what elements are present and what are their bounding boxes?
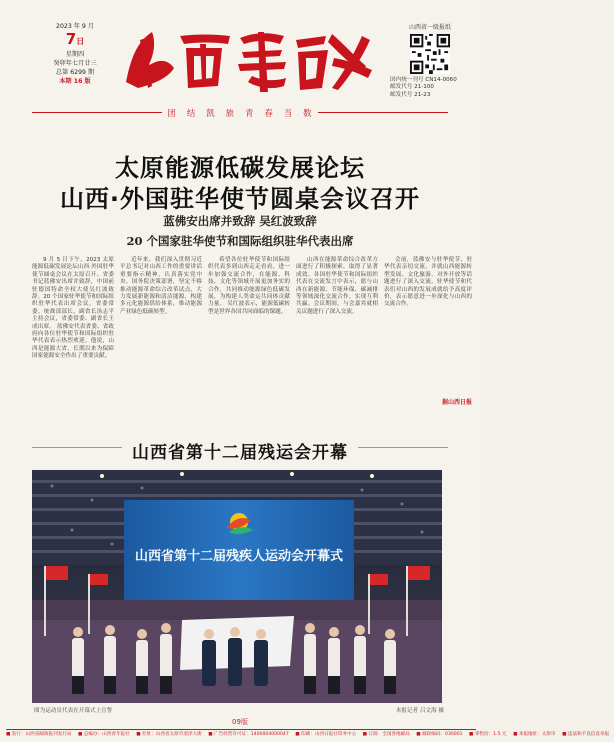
edition-badge: 山西省一级报纸: [408, 24, 451, 31]
lead-subheadline-1: 蓝佛安出席并致辞 吴红波致辞: [163, 214, 317, 228]
motto-char: 结: [186, 108, 197, 118]
footer-info: [6, 729, 610, 741]
column-text: 会前，蓝佛安与驻华使节、驻华代表亲切交流，并就山西能源转型发展、文化旅游、对外开放等话题进行了深入交流。驻华使节和代表们对山西的发展成就给予高度评价，表示愿意进一步深化与山西的交流合作。: [384, 257, 472, 308]
day-value: 7: [65, 30, 77, 48]
article-column-4: [296, 257, 378, 422]
article-column-1: [32, 257, 114, 422]
postal-code: 邮发代号 21-100: [390, 84, 434, 91]
article-column-5: [384, 257, 472, 395]
qr-code-icon[interactable]: [410, 34, 450, 74]
motto-bar: [0, 103, 480, 123]
footer-item: ■ 发行：山西省邮政报刊发行局: [6, 732, 72, 737]
column-text: 山西在能源革命综合改革方面进行了积极探索，取得了显著成效。各国驻华使节和国际组织代表在交流发言中表示，愿与山西在新能源、节能环保、碳减排等领域深化交流合作，实现互利共赢。会议期间，与会嘉宾就相关议题进行了深入交流。: [296, 257, 378, 315]
footer-item: ■ 邮政编码：030001: [416, 732, 463, 737]
post-code: 邮发代号 21-23: [390, 91, 431, 98]
photo-credit: 本报记者 吕文海 摄: [395, 708, 444, 714]
lead-subheadline-2: 20 个国家驻华使节和国际组织驻华代表出席: [126, 234, 354, 248]
footer-item: ■ 违法和不良信息举报: [562, 732, 610, 737]
footer-item: ■ 社址：山西省太原市迎泽大街: [136, 732, 202, 737]
article-byline: 据山西日报: [441, 399, 472, 406]
footer-item: ■ 订阅：全国各地邮局: [362, 732, 410, 737]
masthead-logo: [118, 22, 378, 96]
lead-headline-line1[interactable]: 太原能源低碳发展论坛: [115, 154, 365, 182]
motto-char: 春: [264, 108, 274, 118]
story2-headline[interactable]: 山西省第十二届残运会开幕: [132, 443, 348, 463]
lead-headline-line2[interactable]: 山西·外国驻华使节圆桌会议召开: [59, 185, 421, 213]
story2-header: [0, 436, 480, 463]
photo-caption: 图为运动员代表在开幕式上宣誓: [34, 708, 113, 714]
motto-char: 旅: [225, 108, 235, 118]
masthead-info: [386, 24, 474, 99]
cn-number: 国内统一刊号 CN14-0060: [390, 77, 457, 84]
column-text: 希望各位驻华使节和国际组织代表多到山西走走看看，进一步加强交流合作，在能源、科技、文化等领域开展更加务实的合作，共同推动能源绿色低碳发展，为构建人类命运共同体贡献力量。 吴红波表示，能源低碳转型是世界各国共同面临的课题。: [208, 257, 290, 315]
column-text: 9 月 5 日下午，2023 太原能源低碳发展论坛山西·外国驻华使节圆桌会议在太原召开。省委书记蓝佛安出席并致辞，中国前驻德国特命全权大使吴红波致辞。20 个国家驻华使节和国际组织驻华代表出席会议。省委常委、统战部部长、副省长汤志平主持会议，省委常委、副省长王成出席。 蓝佛安代表省委、省政府向各位驻华使节和国际组织驻华代表表示热烈欢迎。他说，山西是能源大省，长期以来为保障国家能源安全作出了重要贡献。: [32, 257, 114, 360]
date-block: [52, 22, 98, 86]
motto-text: [0, 107, 480, 119]
footer-item: ■ 广告经营许可证：1400004000047: [208, 732, 289, 737]
motto-char: 当: [283, 108, 294, 118]
footer-item: ■ 零售价：1.5 元: [469, 732, 507, 737]
footer-item: ■ 本报地址：太原市: [513, 732, 556, 737]
motto-char: 数: [303, 108, 313, 118]
lunar-date: 癸卯年七月廿三: [53, 60, 97, 67]
masthead: [0, 0, 480, 128]
motto-char: 团: [167, 108, 177, 118]
footer-item: ■ 印刷：山西日报社印务中心: [295, 732, 357, 737]
motto-char: 凯: [206, 108, 216, 118]
ceremony-photo-art: [32, 470, 442, 703]
issue-number: 总第 6299 期: [55, 69, 95, 76]
date-line: 2023 年 9 月: [56, 23, 94, 30]
registration-info: [386, 77, 474, 99]
page-count: 本期 16 版: [59, 78, 91, 85]
footer-item: ■ 总编办：山西青年报社: [78, 732, 130, 737]
page-number: 09版: [232, 718, 248, 726]
article-column-2: [120, 257, 202, 422]
weekday: 星期四: [65, 51, 85, 58]
day-number: [52, 31, 98, 50]
motto-char: 青: [245, 108, 255, 118]
ceremony-photo[interactable]: [32, 470, 442, 703]
day-suffix: 日: [76, 37, 85, 46]
screen-banner-text: 山西省第十二届残疾人运动会开幕式: [134, 549, 344, 564]
article-column-3: [208, 257, 290, 422]
column-text: 近年来，我们深入贯彻习近平总书记对山西工作的重要讲话重要指示精神，认真落实党中央、国务院决策部署，坚定不移推动能源革命综合改革试点，大力发展新能源和清洁能源，构建多元化能源供给体系，推动能源产业绿色低碳转型。: [120, 257, 202, 315]
